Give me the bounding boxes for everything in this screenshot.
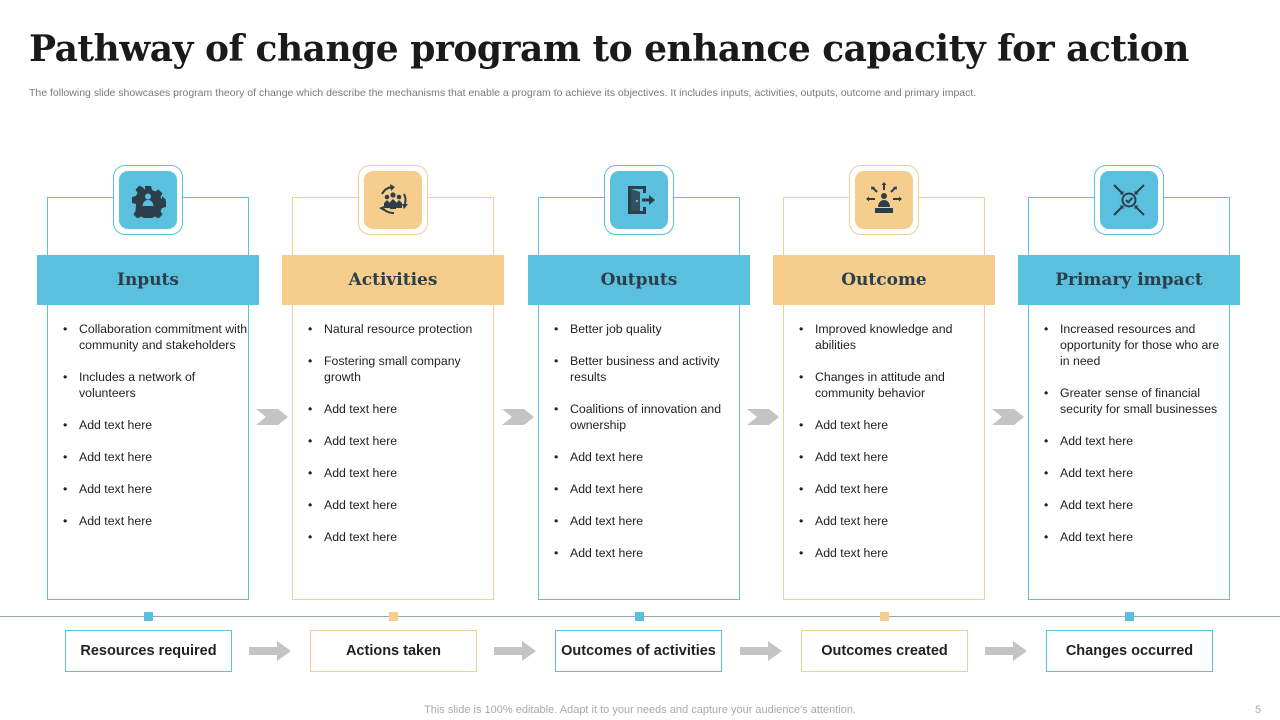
list-item: • Add text here	[1044, 497, 1229, 513]
bottom-label-box: Actions taken	[310, 630, 477, 672]
list-item: • Add text here	[554, 481, 739, 497]
list-item: • Add text here	[63, 481, 248, 497]
list-item: • Add text here	[1044, 465, 1229, 481]
bottom-label-box: Resources required	[65, 630, 232, 672]
timeline-dot	[144, 612, 153, 621]
arrow-right-icon	[494, 641, 536, 661]
bullet-list	[799, 321, 984, 577]
list-item: • Add text here	[799, 481, 984, 497]
list-item: • Coalitions of innovation and ownership	[554, 401, 739, 433]
icon-frame	[604, 165, 674, 235]
timeline-dot	[1125, 612, 1134, 621]
list-item: • Add text here	[554, 449, 739, 465]
list-item: • Add text here	[1044, 433, 1229, 449]
bullet-list	[554, 321, 739, 577]
list-item: • Natural resource protection	[308, 321, 493, 337]
list-item: • Add text here	[1044, 529, 1229, 545]
arrow-right-icon	[249, 641, 291, 661]
column-inputs	[37, 165, 259, 601]
slide-subtitle: The following slide showcases program theory of change which describe the mechanisms that enable a program to achieve its objectives. It includes inputs, activities, outputs, outcome and primary impact.	[29, 87, 977, 99]
gear-person-icon	[119, 171, 177, 229]
arrow-right-icon	[985, 641, 1027, 661]
chevron-right-icon	[747, 409, 779, 425]
list-item: • Add text here	[308, 497, 493, 513]
chevron-right-icon	[992, 409, 1024, 425]
list-item: • Fostering small company growth	[308, 353, 493, 385]
icon-frame	[358, 165, 428, 235]
team-cycle-icon	[364, 171, 422, 229]
arrow-right-icon	[740, 641, 782, 661]
person-radiating-arrows-icon	[855, 171, 913, 229]
list-item: • Add text here	[554, 545, 739, 561]
column-title: Primary impact	[1018, 255, 1240, 305]
list-item: • Add text here	[799, 513, 984, 529]
list-item: • Add text here	[308, 529, 493, 545]
footer-note: This slide is 100% editable. Adapt it to your needs and capture your audience's attention.	[424, 704, 856, 716]
list-item: • Add text here	[63, 417, 248, 433]
list-item: • Add text here	[63, 449, 248, 465]
icon-frame	[1094, 165, 1164, 235]
column-title: Inputs	[37, 255, 259, 305]
list-item: • Includes a network of volunteers	[63, 369, 248, 401]
slide-title: Pathway of change program to enhance capacity for action	[29, 28, 1189, 70]
bullet-list	[308, 321, 493, 561]
timeline-dot	[389, 612, 398, 621]
list-item: • Improved knowledge and abilities	[799, 321, 984, 353]
chevron-right-icon	[502, 409, 534, 425]
list-item: • Add text here	[799, 417, 984, 433]
list-item: • Greater sense of financial security for small businesses	[1044, 385, 1229, 417]
bottom-label-box: Outcomes of activities	[555, 630, 722, 672]
timeline-dot	[880, 612, 889, 621]
list-item: • Add text here	[308, 401, 493, 417]
column-outputs	[528, 165, 750, 601]
column-activities	[282, 165, 504, 601]
list-item: • Add text here	[799, 449, 984, 465]
exit-door-icon	[610, 171, 668, 229]
icon-frame	[113, 165, 183, 235]
column-title: Activities	[282, 255, 504, 305]
bullet-list	[1044, 321, 1229, 561]
column-title: Outcome	[773, 255, 995, 305]
list-item: • Collaboration commitment with community and stakeholders	[63, 321, 248, 353]
column-outcome	[773, 165, 995, 601]
list-item: • Add text here	[554, 513, 739, 529]
bottom-label-box: Outcomes created	[801, 630, 968, 672]
column-primary-impact	[1018, 165, 1240, 601]
list-item: • Changes in attitude and community behavior	[799, 369, 984, 401]
timeline-dot	[635, 612, 644, 621]
column-title: Outputs	[528, 255, 750, 305]
bullet-list	[63, 321, 248, 545]
target-arrows-icon	[1100, 171, 1158, 229]
list-item: • Add text here	[308, 433, 493, 449]
chevron-right-icon	[256, 409, 288, 425]
bottom-label-box: Changes occurred	[1046, 630, 1213, 672]
list-item: • Add text here	[63, 513, 248, 529]
icon-frame	[849, 165, 919, 235]
list-item: • Add text here	[799, 545, 984, 561]
list-item: • Add text here	[308, 465, 493, 481]
page-number: 5	[1255, 704, 1262, 716]
list-item: • Increased resources and opportunity for those who are in need	[1044, 321, 1229, 369]
list-item: • Better job quality	[554, 321, 739, 337]
list-item: • Better business and activity results	[554, 353, 739, 385]
